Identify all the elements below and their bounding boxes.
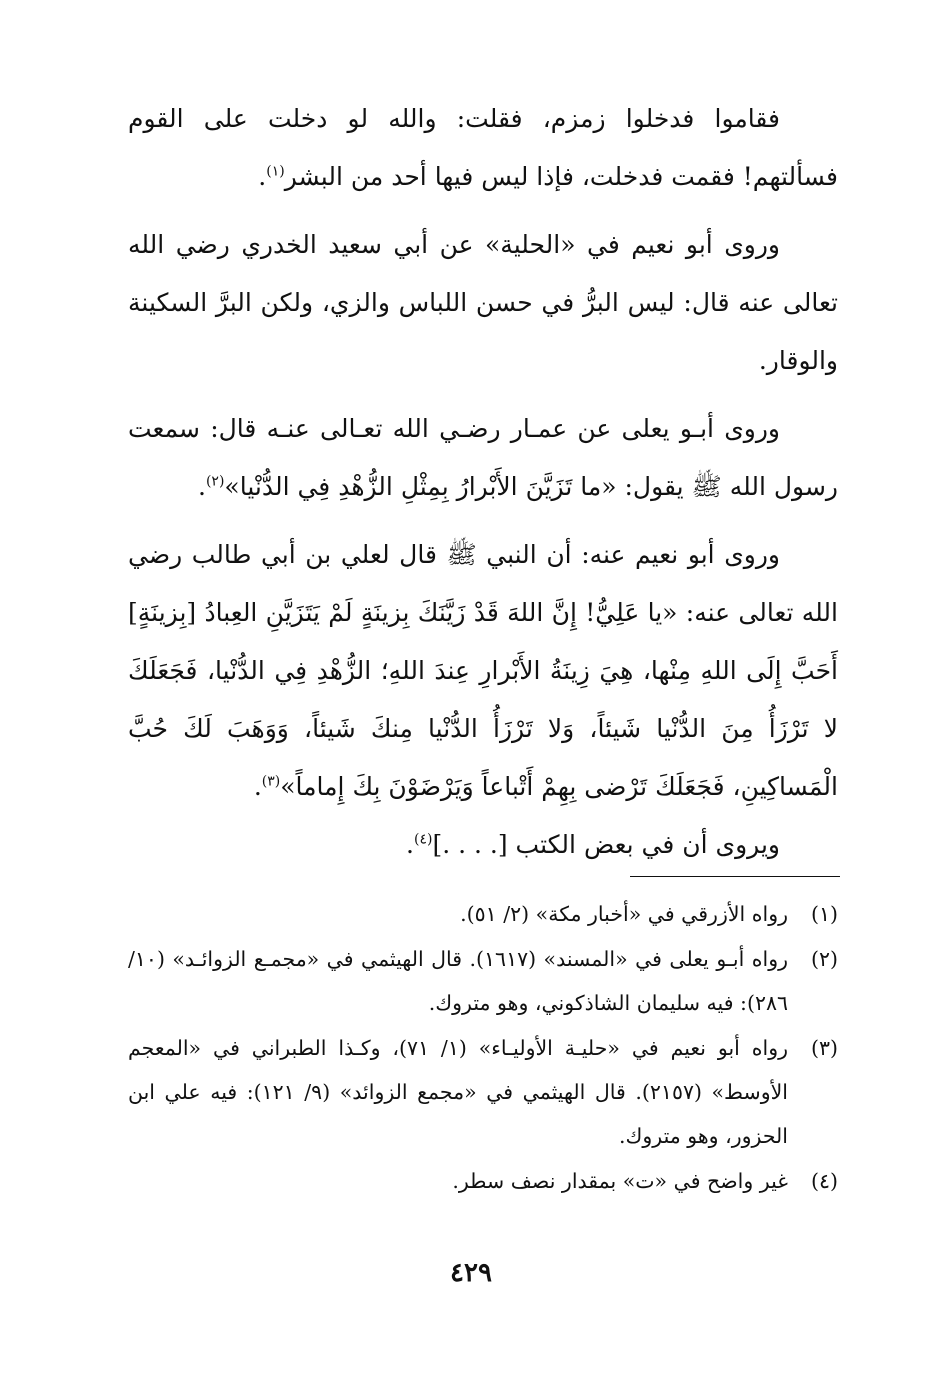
paragraph-1-text: فقاموا فدخلوا زمزم، فقلت: والله لو دخلت على القوم فسألتهم! فقمت فدخلت، فإذا ليس فيها أحد من البشر xyxy=(128,104,838,191)
paragraph-1 xyxy=(128,90,838,206)
footnote-text: رواه أبـو يعلى في «المسند» (١٦١٧). قال الهيثمي في «مجمـع الزوائـد» (١٠/ ٢٨٦): فيه سليمان الشاذكوني، وهو متروك. xyxy=(128,947,789,1015)
footnote-3 xyxy=(128,1026,838,1158)
footnote-separator xyxy=(630,876,840,877)
page-number: ٤٢٩ xyxy=(450,1258,492,1288)
footnote-ref-4[interactable]: (٤) xyxy=(413,831,433,848)
paragraph-2 xyxy=(128,216,838,390)
footnote-ref-2[interactable]: (٢) xyxy=(205,473,225,490)
footnote-number: (٣) xyxy=(810,1036,838,1060)
paragraph-3 xyxy=(128,400,838,516)
paragraph-5-end: . xyxy=(406,830,414,859)
paragraph-3-end: . xyxy=(198,472,206,501)
footnote-ref-1[interactable]: (١) xyxy=(266,163,285,180)
paragraph-3-text: وروى أبـو يعلى عن عمـار رضـي الله تعـالى عنـه قال: سمعت رسول الله ﷺ يقول: «ما تَزَيَّنَ الأَبْرارُ بِمِثْلِ الزُّهْدِ فِي الدُّنْيا» xyxy=(128,414,838,501)
footnote-4 xyxy=(128,1159,838,1203)
footnote-number: (١) xyxy=(810,902,838,926)
paragraph-4-text: وروى أبو نعيم عنه: أن النبي ﷺ قال لعلي بن أبي طالب رضي الله تعالى عنه: «يا عَلِيُّ! إِنَّ اللهَ قَدْ زَيَّنَكَ بِزينَةٍ لَمْ يَتَزَيَّنِ العِبادُ [بِزينَةٍ] أَحَبَّ إِلَى اللهِ مِنْها، هِيَ زِينَةُ الأَبْرارِ عِندَ اللهِ؛ الزُّهْدِ فِي الدُّنْيا، فَجَعَلَكَ لا تَرْزَأُ مِنَ الدُّنْيا شَيئاً، وَلا تَرْزَأُ الدُّنْيا مِنكَ شَيئاً، وَوَهَبَ لَكَ حُبَّ الْمَساكِينِ، فَجَعَلَكَ تَرْضى بِهِمْ أَتْباعاً وَيَرْضَوْنَ بِكَ إِماماً» xyxy=(128,540,838,801)
paragraph-5-text: ويروى أن في بعض الكتب [. . . .] xyxy=(432,830,780,859)
footnote-number: (٤) xyxy=(810,1169,838,1193)
paragraph-4 xyxy=(128,526,838,816)
footnote-1 xyxy=(128,892,838,936)
footnote-text: رواه أبو نعيم في «حليـة الأوليـاء» (١/ ٧١)، وكـذا الطبراني في «المعجم الأوسط» (٢١٥٧). قال الهيثمي في «مجمع الزوائد» (٩/ ١٢١): فيه علي ابن الحزور، وهو متروك. xyxy=(128,1036,788,1148)
footnote-number: (٢) xyxy=(810,947,838,971)
paragraph-4-end: . xyxy=(253,772,262,801)
footnote-text: غير واضح في «ت» بمقدار نصف سطر. xyxy=(452,1169,788,1193)
paragraph-1-end: . xyxy=(258,162,267,191)
footnote-ref-3[interactable]: (٣) xyxy=(261,773,281,790)
paragraph-5 xyxy=(128,816,838,874)
footnotes xyxy=(128,892,838,1204)
paragraph-2-text: وروى أبو نعيم في «الحلية» عن أبي سعيد الخدري رضي الله تعالى عنه قال: ليس البرُّ في حسن اللباس والزي، ولكن البرَّ السكينة والوقار. xyxy=(128,230,838,375)
main-text xyxy=(128,90,838,874)
footnote-text: رواه الأزرقي في «أخبار مكة» (٢/ ٥١). xyxy=(460,902,788,926)
footnote-2 xyxy=(128,937,838,1025)
